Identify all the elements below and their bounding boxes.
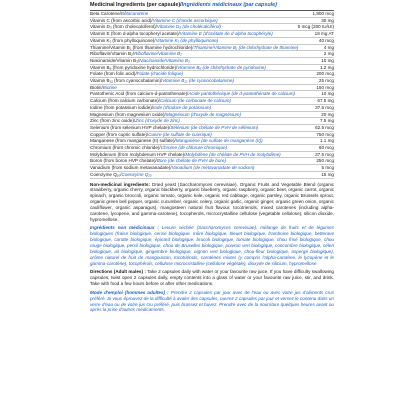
ingredient-amount: 7.5 mg: [319, 118, 334, 124]
ingredient-name-fr: Vitamine E (d'acétate de d-alpha tocophéryle): [179, 31, 273, 37]
ingredient-name-en: Manganese (from manganese (II) sulfate)/: [90, 138, 176, 144]
ingredient-name: [90, 105, 315, 111]
ingredient-name-en: Molybdenum (from molybdenum HVP chelate)/: [90, 151, 186, 157]
directions-fr: [90, 290, 334, 313]
ingredients-header: [90, 0, 334, 11]
ingredient-name: [90, 138, 320, 144]
ingredient-name: [90, 132, 316, 138]
ingredient-name-en: Vitamin D₃ (from cholecalciferol)/: [90, 24, 157, 30]
ingredient-row: [90, 71, 334, 78]
ingredient-row: [90, 158, 334, 165]
ingredient-name: [90, 71, 316, 77]
ingredient-amount: 750 mcg: [316, 131, 334, 137]
ingredient-name-en: Beta Carotene/: [90, 11, 121, 16]
ingredient-name-fr: Iode (d'iodure de potassium): [153, 104, 212, 110]
ingredient-name: [90, 51, 324, 57]
ingredient-amount: 60 mcg: [318, 145, 334, 151]
ingredient-name-fr: Vitamine D₃ (de cholécalciférol): [156, 24, 221, 30]
directions-fr-label: Mode d'emploi (hommes adultes) :: [90, 289, 169, 295]
ingredient-name-en: Iodine (from potassium iodide)/: [90, 104, 154, 110]
ingredient-name-en: Vitamin K₁ (from phylloquinone)/: [90, 37, 156, 43]
ingredient-name-en: Vitamin B₆ (from pyridoxine hydrochloride)/: [90, 64, 178, 70]
ingredient-row: [90, 145, 334, 152]
ingredient-name-en: Folate (from folic acid)/: [90, 71, 137, 77]
ingredient-row: [90, 112, 334, 119]
ingredient-name-fr: Vitamine B₁₂ (de cyanocobalamine): [162, 78, 234, 84]
ingredient-amount: 1.1 mg: [319, 138, 334, 144]
ingredient-name-fr: Chrome (de chlorure chromique): [160, 145, 228, 151]
ingredient-name-fr: Cuivre (de sulfate de cuivrique): [148, 131, 212, 137]
ingredient-amount: 5 mcg (200 IU/UI): [297, 24, 334, 30]
ingredient-name: [90, 11, 313, 17]
ingredient-name: [90, 145, 319, 151]
ingredient-row: [90, 78, 334, 85]
directions-en: [90, 269, 334, 287]
ingredient-name: [90, 165, 321, 171]
ingredient-name-fr: Coenzyme Q₁₀: [121, 171, 152, 177]
non-medicinal-en: [90, 182, 334, 223]
ingredient-name-en: Selenium (from selenium HVP chelate)/: [90, 124, 171, 130]
ingredient-name: [90, 118, 320, 124]
ingredient-name-fr: Vanadium (de métavanadate de sodium): [171, 165, 255, 171]
ingredient-amount: 5 mcg: [321, 165, 334, 171]
ingredient-amount: 25 mcg: [318, 78, 334, 84]
ingredient-name-en: Pantothenic Acid (from calcium-d-pantothenate)/: [90, 91, 189, 97]
ingredient-row: [90, 125, 334, 132]
ingredient-name-fr: Calcium (de carbonate de calcium): [159, 98, 231, 104]
ingredient-name: [90, 98, 317, 104]
ingredient-row: [90, 58, 334, 65]
ingredient-amount: 40 mcg: [318, 37, 334, 43]
ingredient-name-fr: Manganèse (de sulfate de manganèse (II)): [175, 138, 263, 144]
non-medicinal-fr-text: Levure séchée (Saccharomyces cerevisiae), mélange de fruits et de légumes biologiques (fraise biologique, cerise biologique, mûre biologique, bleuet biologique, framboise biologique, betterave biologique, carotte biologique, épinard biologique, brocoli biologique, tomate biologique, chou frisé biologique, chou rouge biologique, persil biologique, chou de Bruxelles biologique, poivron vert biologique, concombre biologique, céleri biologique, ail biologique, gingembre biologique, oignon vert biologique, chou-fleur biologique, asperge biologique), arôme naturel de fruit de mangoustan, tocotriénols, caroténes mixtes (y compris l'alpha-carotène, le lycopène et le gamma-carotène), tocophérols, cellulose microcristalline (cellulose végétale), dioxyde de silicium, hypromellose.: [90, 225, 334, 266]
ingredient-name-fr: Magnésium (d'oxyde de magnésium): [165, 111, 242, 117]
ingredient-row: [90, 85, 334, 92]
ingredient-amount: 37.5 mcg: [315, 151, 334, 157]
ingredient-row: [90, 45, 334, 52]
ingredient-row: [90, 65, 334, 72]
ingredient-amount: 67.5 mg: [317, 98, 334, 104]
ingredient-row: [90, 165, 334, 172]
ingredient-name: [90, 158, 316, 164]
ingredient-name-fr: Bêtacarotène: [120, 11, 149, 16]
ingredient-amount: 18 mg AT: [314, 31, 334, 37]
ingredient-row: [90, 98, 334, 105]
ingredient-name-en: Coenzyme Q₁₀/: [90, 171, 122, 177]
ingredient-row: [90, 51, 334, 58]
supplement-facts-label: [90, 0, 334, 313]
directions-en-text: Take 2 capsules daily with water or your favourite raw juice. If you have difficulty swallowing capsules, twist open 2 capsules daily, empty contents into a glass of water or your favourite raw juice, stir, and drink. Take with food a few hours before or after other medications.: [90, 269, 334, 287]
ingredient-name-en: Vitamin B₁₂ (from cyanocobalamin)/: [90, 78, 163, 84]
ingredient-amount: 1,800 mcg: [312, 11, 334, 16]
ingredient-name-fr: Molybdène (de chélate de PVH de molybdène): [185, 151, 281, 157]
non-medicinal-fr: [90, 225, 334, 266]
ingredient-row: [90, 105, 334, 112]
ingredient-name-en: Vitamin C (from ascorbic acid)/: [90, 17, 153, 23]
ingredient-row: [90, 132, 334, 139]
ingredient-name-fr: Thiamine/Vitamine B₁ (de chlorhydrate de thiamine): [193, 44, 299, 50]
ingredient-name: [90, 38, 319, 44]
ingredient-amount: 20 mg: [321, 111, 334, 117]
ingredient-name: [90, 78, 319, 84]
ingredient-name: [90, 18, 321, 24]
ingredient-name-en: Chromium (from chromic chloride)/: [90, 145, 161, 151]
ingredient-name-en: Zinc (from zinc oxide)/: [90, 118, 136, 124]
ingredient-name-fr: Zinc (d'oxyde de zinc): [135, 118, 180, 124]
ingredient-amount: 10 mg: [321, 91, 334, 97]
ingredient-name: [90, 65, 320, 71]
ingredient-name-en: Calcium (from calcium carbonate)/: [90, 98, 160, 104]
ingredient-name: [90, 58, 321, 64]
ingredient-name-fr: Sélénium (de chélate de PVH de sélénium): [170, 124, 259, 130]
ingredient-row: [90, 172, 334, 179]
ingredient-amount: 37.5 mcg: [315, 104, 334, 110]
ingredient-name: [90, 31, 315, 37]
ingredient-name-fr: Vitamine B₆ (de chlorhydrate de pyridoxine): [177, 64, 266, 70]
ingredient-name-fr: Riboflavine/Vitamine B₂: [134, 51, 182, 57]
ingredient-amount: 15 mg: [321, 171, 334, 177]
ingredient-row: [90, 24, 334, 31]
ingredient-name: [90, 112, 321, 118]
ingredient-name-en: Riboflavin/Vitamin B₂/: [90, 51, 135, 57]
ingredient-name-en: Magnesium (from magnesium oxide)/: [90, 111, 166, 117]
ingredient-name-fr: Folate (d'acide folique): [136, 71, 184, 77]
ingredient-amount: 4 mg: [323, 44, 334, 50]
non-medicinal-en-label: Non-medicinal ingredients:: [90, 181, 150, 187]
ingredient-amount: 200 mcg: [316, 71, 334, 77]
ingredient-name-en: Copper (from cupric sulfate)/: [90, 131, 149, 137]
ingredient-name-fr: Bore (de chélate de PVH de bore): [156, 158, 227, 164]
directions-en-label: Directions (Adult males) :: [90, 269, 146, 275]
ingredient-name: [90, 152, 315, 158]
header-en: Medicinal Ingredients (per capsule)/: [90, 2, 182, 8]
ingredient-name-en: Biotin/: [90, 84, 103, 90]
ingredient-amount: 1.2 mg: [319, 64, 334, 70]
ingredient-amount: 10 mg: [321, 57, 334, 63]
ingredient-name-fr: Vitamine K₁ (de phylloquinone): [155, 37, 219, 43]
ingredient-name-en: Boron (from boron HVP chelate)/: [90, 158, 157, 164]
ingredient-name: [90, 24, 298, 30]
non-medicinal-fr-label: Ingrédients non médicinaux :: [90, 225, 159, 231]
non-medicinal-en-text: Dried yeast (Saccharomyces cerevisiae), Organic Fruits and Vegetable Blend (organic strawberry, organic cherry, organic blackberry, organic blueberry, organic raspberry, organic beet, organic carrot, organic spinach, organic broccoli, organic tomato, organic kale, organic red cabbage, organic parsley, organic Brussels sprout, organic green bell pepper, organic cucumber, organic celery, organic garlic, organic ginger, organic green onion, organic cauliflower, organic asparagus), mangosteen natural fruit flavour, tocotrienols, mixed carotenes (including alpha-carotene, lycopene, and gamma-carotene), tocopherols, microcrystalline cellulose (vegetable cellulose), silicon dioxide, hypromellose.: [90, 181, 335, 222]
ingredient-name-fr: Acide pantothénique (de d-pantothénate de calcium): [188, 91, 296, 97]
ingredient-name-en: Vitamin E (from d-alpha tocopheryl acetate)/: [90, 31, 180, 37]
ingredient-row: [90, 18, 334, 25]
ingredient-row: [90, 31, 334, 38]
ingredient-name-en: Thiamine/Vitamin B₁ (from thiamine hydrochloride)/: [90, 44, 194, 50]
ingredient-name: [90, 172, 321, 178]
ingredient-name-fr: Vitamine C (d'acide ascorbique): [152, 17, 218, 23]
ingredient-amount: 2 mg: [323, 51, 334, 57]
header-fr: Ingrédients médicinaux (par capsule): [181, 2, 277, 8]
ingredient-name: [90, 125, 315, 131]
ingredient-amount: 250 mcg: [316, 158, 334, 164]
ingredient-name-en: Niacinamide/Vitamin B₃/: [90, 57, 140, 63]
ingredient-row: [90, 118, 334, 125]
ingredient-amount: 150 mcg: [316, 84, 334, 90]
ingredient-amount: 30 mg: [321, 17, 334, 23]
ingredient-row: [90, 152, 334, 159]
ingredient-amount: 62.5 mcg: [315, 124, 334, 130]
ingredient-row: [90, 91, 334, 98]
ingredient-name: [90, 91, 321, 97]
ingredient-name: [90, 45, 324, 51]
ingredient-name-en: Vanadium (from sodium metavanadate)/: [90, 165, 172, 171]
ingredient-name: [90, 85, 316, 91]
directions-fr-text: Prendre 2 capsules par jour avec de l'eau ou avec votre jus d'aliments crus préféré. Si vous éprouvez de la difficulté à avaler des capsules, ouvrez 2 capsules par jour et versez le contenu dans un verre d'eau ou de votre jus cru préféré, puis brassez et buvez. Prendre avec de la nourriture quelques heures avant ou après la prise d'autres médicaments.: [90, 289, 334, 313]
ingredient-row: [90, 11, 334, 18]
ingredient-table: [90, 11, 334, 179]
ingredient-name-fr: Biotine: [102, 84, 117, 90]
ingredient-row: [90, 38, 334, 45]
ingredient-name-fr: Niacinamide/Vitamine B₃: [139, 57, 190, 63]
ingredient-row: [90, 138, 334, 145]
